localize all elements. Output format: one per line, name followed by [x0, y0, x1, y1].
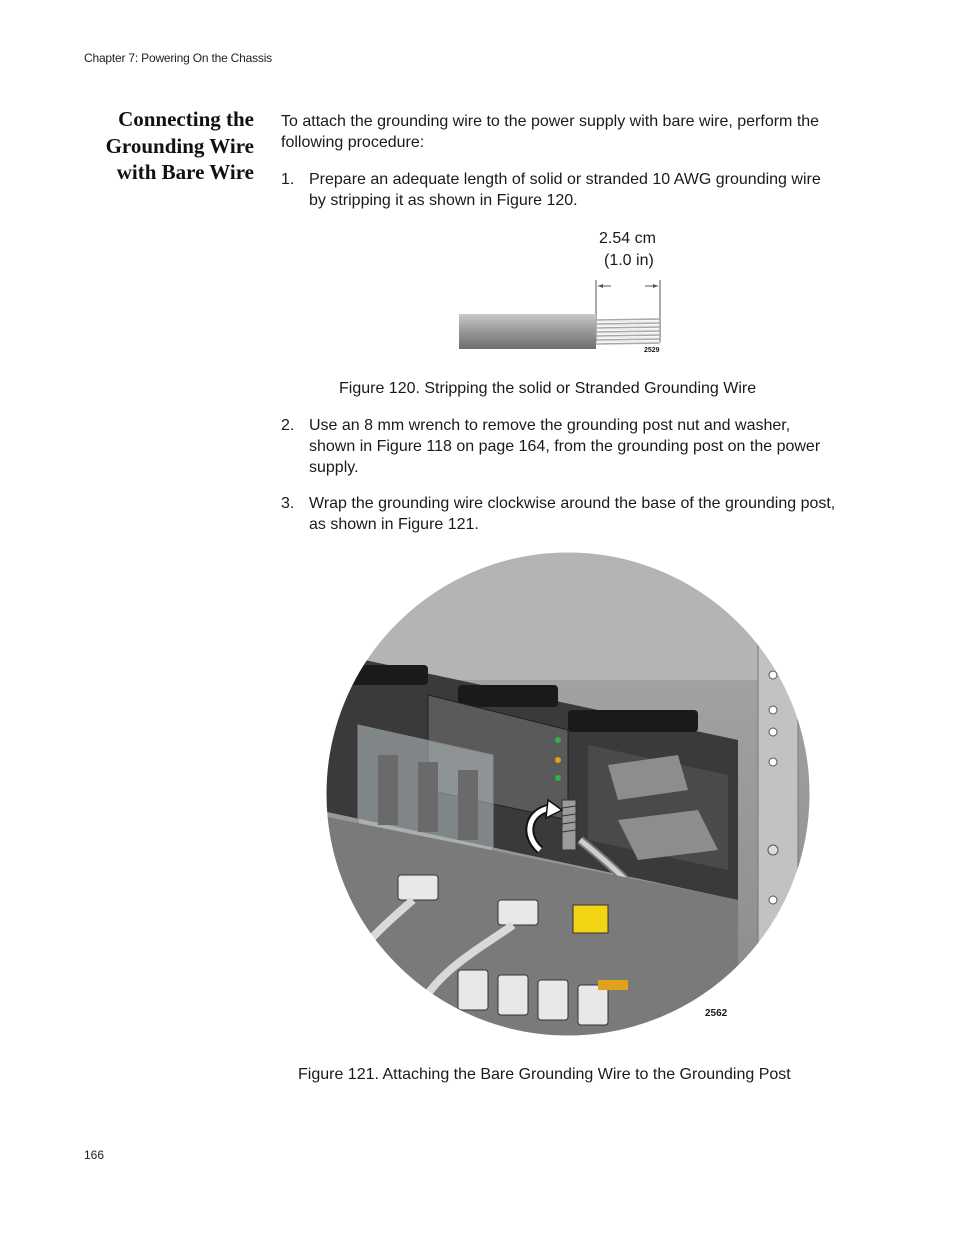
figure-120-caption: Figure 120. Stripping the solid or Stranded Grounding Wire: [339, 380, 757, 397]
step-text: Use an 8 mm wrench to remove the grounding post nut and washer, shown in Figure 118 on page 164, from the grounding post on the power supply.: [309, 417, 821, 476]
section-heading-line: with Bare Wire: [116, 160, 254, 184]
figure-121-caption: Figure 121. Attaching the Bare Grounding Wire to the Grounding Post: [298, 1066, 791, 1083]
intro-paragraph: To attach the grounding wire to the power supply with bare wire, perform the following procedure:: [281, 113, 820, 151]
figure-120-stripped-wire: [455, 228, 670, 358]
step-text: Wrap the grounding wire clockwise around the base of the grounding post, as shown in Figure 121.: [309, 495, 836, 533]
section-heading-line: Grounding Wire: [105, 133, 254, 158]
section-heading: [60, 106, 254, 186]
figure-121-grounding-post: [318, 550, 818, 1040]
running-header: Chapter 7: Powering On the Chassis: [84, 51, 272, 65]
wire-illustration: [455, 228, 670, 358]
step-number: 1.: [281, 171, 295, 188]
figure-ref-id: 2562: [705, 1008, 728, 1019]
section-heading-line: Connecting the: [118, 107, 254, 131]
step-text: Prepare an adequate length of solid or stranded 10 AWG grounding wire by stripping it as shown in Figure 120.: [309, 171, 821, 209]
step-number: 3.: [281, 495, 295, 512]
measurement-in: (1.0 in): [604, 252, 654, 269]
measurement-cm: 2.54 cm: [599, 230, 656, 247]
chassis-illustration: [318, 550, 818, 1040]
step-number: 2.: [281, 417, 295, 434]
page-number: 166: [84, 1148, 105, 1162]
figure-ref-id: 2529: [644, 347, 660, 354]
